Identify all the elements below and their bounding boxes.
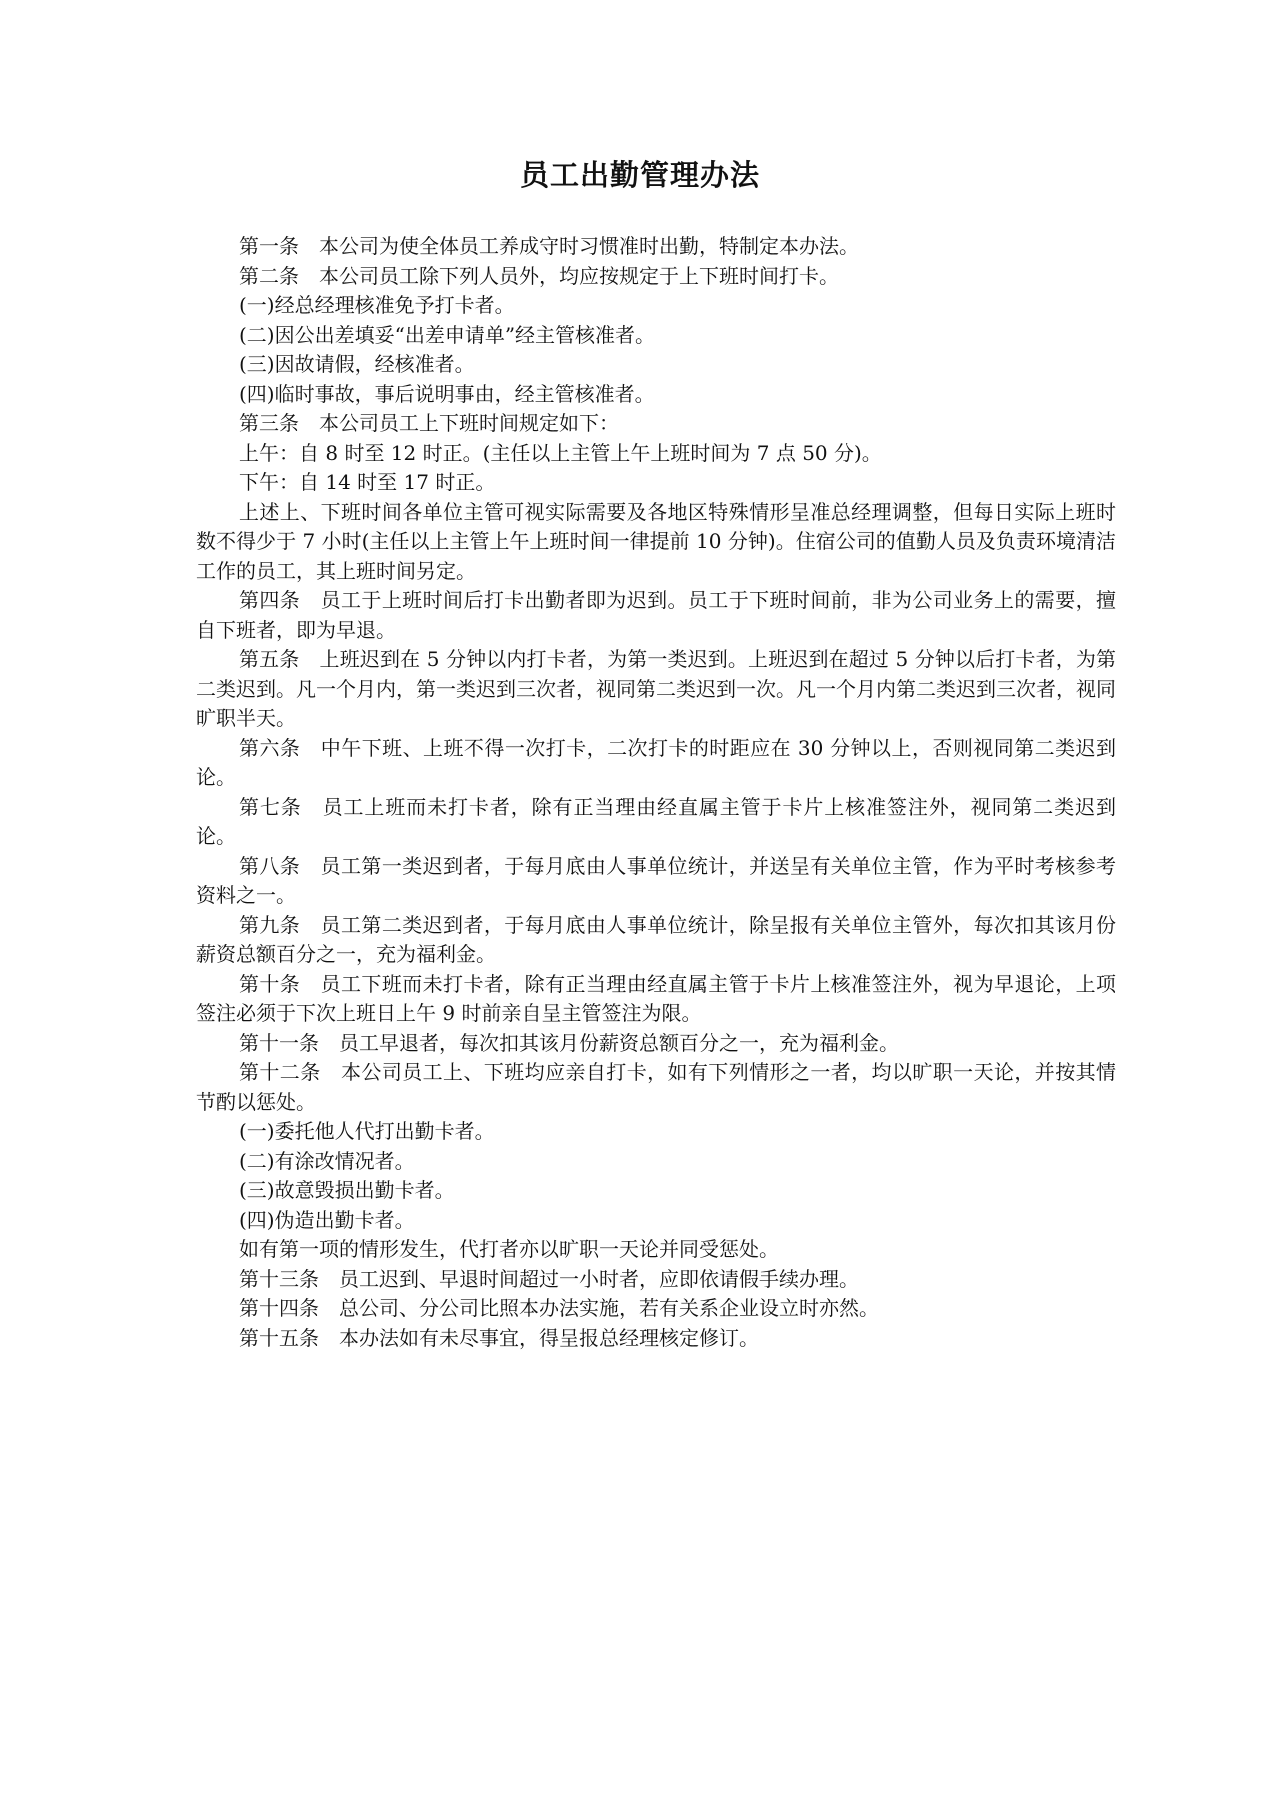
paragraph-article-14: 第十四条 总公司、分公司比照本办法实施，若有关系企业设立时亦然。 [239, 1296, 879, 1320]
paragraph-article-15: 第十五条 本办法如有未尽事宜，得呈报总经理核定修订。 [239, 1325, 759, 1350]
paragraph-article-8: 第八条 员工第一类迟到者，于每月底由人事单位统计，并送呈有关单位主管，作为平时考核参考资料之一。 [196, 853, 1116, 907]
list-item-violation-2: (二)有涂改情况者。 [239, 1148, 415, 1173]
paragraph-article-9: 第九条 员工第二类迟到者，于每月底由人事单位统计，除呈报有关单位主管外，每次扣其该月份薪资总额百分之一，充为福利金。 [196, 912, 1116, 966]
paragraph-article-10: 第十条 员工下班而未打卡者，除有正当理由经直属主管于卡片上核准签注外，视为早退论，上项签注必须于下次上班日上午 9 时前亲自呈主管签注为限。 [196, 971, 1116, 1025]
document-title: 员工出勤管理办法 [519, 158, 760, 192]
paragraph-article-2: 第二条 本公司员工除下列人员外，均应按规定于上下班时间打卡。 [239, 263, 839, 288]
paragraph-article-4: 第四条 员工于上班时间后打卡出勤者即为迟到。员工于下班时间前，非为公司业务上的需要，擅自下班者，即为早退。 [196, 588, 1116, 642]
list-item-exemption-2: (二)因公出差填妥“出差申请单”经主管核准者。 [239, 322, 656, 347]
paragraph-morning-hours: 上午：自 8 时至 12 时正。(主任以上主管上午上班时间为 7 点 50 分)。 [239, 440, 882, 465]
paragraph-afternoon-hours: 下午：自 14 时至 17 时正。 [239, 470, 496, 494]
list-item-exemption-4: (四)临时事故，事后说明事由，经主管核准者。 [239, 381, 655, 406]
paragraph-article-6: 第六条 中午下班、上班不得一次打卡，二次打卡的时距应在 30 分钟以上，否则视同第二类迟到论。 [196, 735, 1116, 789]
paragraph-article-12: 第十二条 本公司员工上、下班均应亲自打卡，如有下列情形之一者，均以旷职一天论，并按其情节酌以惩处。 [196, 1060, 1116, 1114]
list-item-violation-1: (一)委托他人代打出勤卡者。 [239, 1119, 495, 1143]
paragraph-article-7: 第七条 员工上班而未打卡者，除有正当理由经直属主管于卡片上核准签注外，视同第二类迟到论。 [196, 794, 1116, 848]
document-body [196, 232, 1116, 1353]
list-item-exemption-1: (一)经总经理核准免予打卡者。 [239, 293, 515, 317]
paragraph-article-3: 第三条 本公司员工上下班时间规定如下： [239, 411, 619, 435]
list-item-exemption-3: (三)因故请假，经核准者。 [239, 352, 475, 376]
list-item-violation-3: (三)故意毁损出勤卡者。 [239, 1178, 455, 1202]
paragraph-hours-adjustment: 上述上、下班时间各单位主管可视实际需要及各地区特殊情形呈准总经理调整，但每日实际上班时数不得少于 7 小时(主任以上主管上午上班时间一律提前 10 分钟)。住宿公司的值勤人员及负责环境清洁工作的员工，其上班时间另定。 [196, 499, 1116, 583]
paragraph-article-11: 第十一条 员工早退者，每次扣其该月份薪资总额百分之一，充为福利金。 [239, 1030, 899, 1055]
paragraph-proxy-punch: 如有第一项的情形发生，代打者亦以旷职一天论并同受惩处。 [239, 1237, 779, 1261]
paragraph-article-13: 第十三条 员工迟到、早退时间超过一小时者，应即依请假手续办理。 [239, 1266, 859, 1291]
list-item-violation-4: (四)伪造出勤卡者。 [239, 1207, 415, 1232]
paragraph-article-5: 第五条 上班迟到在 5 分钟以内打卡者，为第一类迟到。上班迟到在超过 5 分钟以后打卡者，为第二类迟到。凡一个月内，第一类迟到三次者，视同第二类迟到一次。凡一个月内第二类迟到三次者，视同旷职半天。 [196, 647, 1116, 730]
paragraph-article-1: 第一条 本公司为使全体员工养成守时习惯准时出勤，特制定本办法。 [239, 234, 859, 258]
